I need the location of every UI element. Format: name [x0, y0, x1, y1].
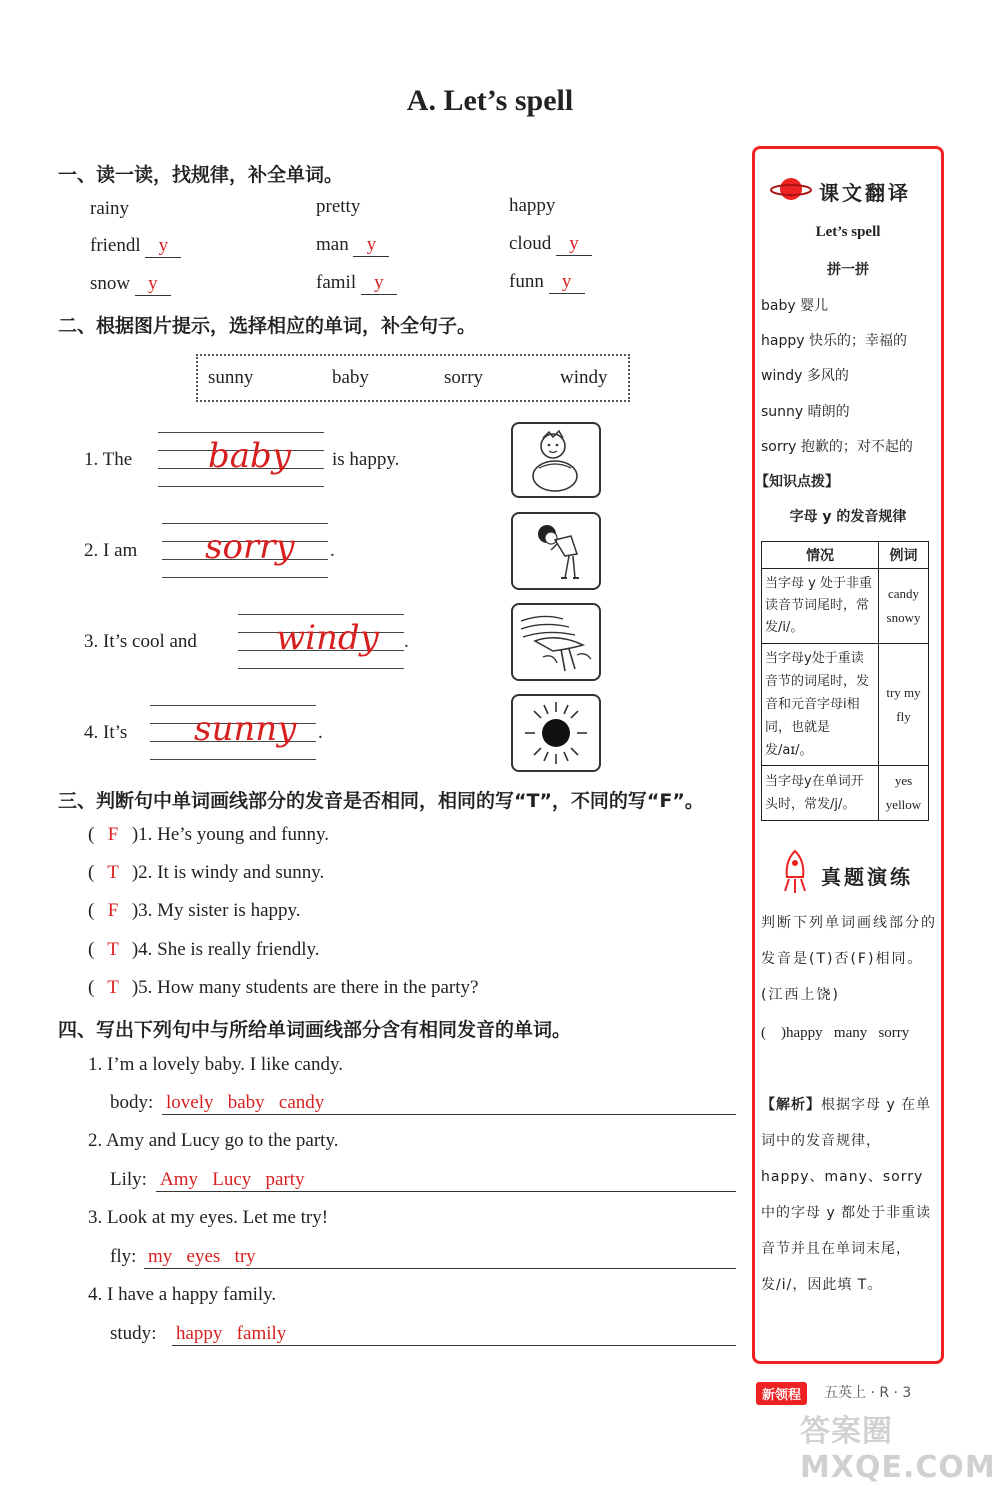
judge-sentence: She is really friendly. — [157, 939, 320, 960]
side-panel — [752, 146, 944, 1364]
translate-title: 课文翻译 — [819, 181, 911, 205]
key-word-text: body — [110, 1092, 148, 1113]
word-stem: famil — [316, 272, 357, 293]
answer-line — [162, 1114, 736, 1115]
judge-answer: T — [107, 939, 119, 960]
table-cell: candy snowy — [879, 569, 929, 644]
word-bank-item: sunny — [208, 367, 254, 388]
sun-picture — [511, 694, 601, 772]
sentence-item: 3. Look at my eyes. Let me try! — [88, 1207, 329, 1228]
table-cell: 当字母y在单词开头时，常发/j/。 — [762, 766, 879, 821]
answer-text: my eyes try — [148, 1246, 256, 1267]
rocket-icon — [775, 849, 815, 897]
table-cell: 当字母y处于重读音节的词尾时，发音和元音字母i相同，也就是发/aɪ/。 — [762, 644, 879, 766]
section4-heading: 四、写出下列句中与所给单词画线部分含有相同发音的单词。 — [58, 1019, 572, 1041]
key-word: Lily: — [110, 1169, 147, 1190]
word-fill-item — [509, 233, 592, 256]
word-fill-item — [509, 271, 585, 294]
key-word: fly: — [110, 1246, 137, 1267]
judge-item: ( T )2. It is windy and sunny. — [88, 862, 325, 883]
key-word-text: fly — [110, 1246, 132, 1267]
section1-heading: 一、读一读，找规律，补全单词。 — [58, 164, 344, 186]
judge-sentence: How many students are there in the party? — [157, 977, 479, 998]
judge-number: )3. — [131, 900, 153, 921]
word-item: happy — [509, 195, 556, 216]
vocab-item: happy 快乐的；幸福的 — [761, 333, 907, 349]
windy-tree-picture — [511, 603, 601, 681]
handwritten-answer: windy — [276, 618, 379, 658]
word-bank-box — [196, 354, 630, 402]
word-fill-item — [90, 273, 171, 296]
handwritten-answer: sorry — [205, 527, 295, 567]
handwritten-answer: sunny — [194, 709, 297, 749]
table-header-row — [762, 542, 929, 569]
lesson-title: Let’s spell — [815, 224, 881, 240]
word-item: pretty — [316, 196, 361, 217]
sun-icon — [513, 696, 599, 770]
judge-answer: F — [107, 824, 119, 845]
judge-answer: T — [107, 862, 119, 883]
word-item: rainy — [90, 198, 130, 219]
baby-icon — [513, 424, 599, 496]
judge-item: ( T )4. She is really friendly. — [88, 939, 320, 960]
key-word: body: — [110, 1092, 154, 1113]
answer-blank: y — [145, 235, 181, 258]
key-word: study: — [110, 1323, 157, 1344]
word-fill-item — [316, 272, 397, 295]
judge-number: )4. — [131, 939, 153, 960]
windy-tree-icon — [513, 605, 599, 679]
sentence-start: 2. I am — [84, 540, 138, 561]
answer-blank: y — [361, 272, 397, 295]
answer-blank: y — [353, 234, 389, 257]
judge-answer: T — [107, 977, 119, 998]
judge-item: ( F )3. My sister is happy. — [88, 900, 301, 921]
judge-sentence: He’s young and funny. — [157, 824, 330, 845]
lesson-title-cn: 拼一拼 — [827, 262, 869, 278]
judge-sentence: My sister is happy. — [157, 900, 301, 921]
practice-title: 真题演练 — [821, 865, 913, 889]
tip-title: 字母 y 的发音规律 — [789, 509, 907, 525]
bowing-boy-icon — [513, 514, 599, 588]
word-bank-item: windy — [560, 367, 608, 388]
analysis-text: 根据字母 y 在单词中的发音规律，happy、many、sorry 中的字母 y 都处于非重读音节并且在单词末尾，发/i/，因此填 T。 — [761, 1097, 932, 1293]
answer-line — [156, 1191, 736, 1192]
judge-number: )2. — [131, 862, 153, 883]
table-cell: yes yellow — [879, 766, 929, 821]
judge-number: )1. — [131, 824, 153, 845]
table-cell: try my fly — [879, 644, 929, 766]
vocab-item: baby 婴儿 — [761, 298, 829, 314]
answer-line — [172, 1345, 736, 1346]
sentence-end: is happy. — [332, 449, 400, 470]
tip-label: 【知识点拨】 — [755, 474, 839, 490]
word-stem: man — [316, 234, 349, 255]
sentence-end: . — [404, 631, 409, 652]
key-word-text: Lily — [110, 1169, 142, 1190]
sentence-start: 3. It’s cool and — [84, 631, 197, 652]
judge-item: ( T )5. How many students are there in the party? — [88, 977, 479, 998]
practice-question: 判断下列单词画线部分的发音是(T)否(F)相同。(江西上饶) — [761, 915, 937, 1003]
brand-badge: 新领程 — [756, 1382, 807, 1405]
answer-text: happy family — [176, 1323, 287, 1344]
vocab-item: sunny 晴朗的 — [761, 404, 850, 420]
vocab-item: windy 多风的 — [761, 368, 849, 384]
answer-blank: y — [135, 273, 171, 296]
practice-item: ( )happy many sorry — [761, 1025, 910, 1041]
judge-item: ( F )1. He’s young and funny. — [88, 824, 330, 845]
planet-icon — [769, 173, 813, 209]
handwritten-answer: baby — [208, 436, 292, 476]
bowing-boy-picture — [511, 512, 601, 590]
word-bank-item: baby — [332, 367, 369, 388]
sentence-end: . — [330, 540, 335, 561]
table-cell: 当字母 y 处于非重读音节词尾时，常发/i/。 — [762, 569, 879, 644]
analysis-label: 【解析】 — [761, 1097, 821, 1113]
sentence-item: 2. Amy and Lucy go to the party. — [88, 1130, 339, 1151]
key-word-text: study — [110, 1323, 152, 1344]
table-row — [762, 569, 929, 644]
sentence-end: . — [318, 722, 323, 743]
baby-picture — [511, 422, 601, 498]
judge-answer: F — [107, 900, 119, 921]
analysis — [761, 1087, 937, 1303]
word-stem: friendl — [90, 235, 141, 256]
sentence-start: 1. The — [84, 449, 133, 470]
word-stem: funn — [509, 271, 544, 292]
table-header: 情况 — [762, 542, 879, 569]
y-pronunciation-table — [761, 541, 929, 821]
page-number: 五英上 · R · 3 — [824, 1385, 912, 1401]
section2-heading: 二、根据图片提示，选择相应的单词，补全句子。 — [58, 315, 477, 337]
sentence-item: 4. I have a happy family. — [88, 1284, 277, 1305]
sentence-item: 1. I’m a lovely baby. I like candy. — [88, 1054, 344, 1075]
answer-blank: y — [556, 233, 592, 256]
watermark: 答案圈 MXQE.COM — [800, 1414, 996, 1485]
table-header: 例词 — [879, 542, 929, 569]
judge-sentence: It is windy and sunny. — [157, 862, 325, 883]
word-stem: cloud — [509, 233, 552, 254]
table-row — [762, 644, 929, 766]
page-title: A. Let’s spell — [406, 84, 574, 117]
table-row — [762, 766, 929, 821]
judge-number: )5. — [131, 977, 153, 998]
section3-heading: 三、判断句中单词画线部分的发音是否相同，相同的写“T”，不同的写“F”。 — [58, 790, 704, 812]
answer-text: Amy Lucy party — [160, 1169, 305, 1190]
word-fill-item — [90, 235, 181, 258]
word-stem: snow — [90, 273, 131, 294]
answer-line — [144, 1268, 736, 1269]
answer-blank: y — [549, 271, 585, 294]
word-bank-item: sorry — [444, 367, 484, 388]
answer-text: lovely baby candy — [166, 1092, 325, 1113]
word-fill-item — [316, 234, 389, 257]
vocab-item: sorry 抱歉的；对不起的 — [761, 439, 913, 455]
sentence-start: 4. It’s — [84, 722, 128, 743]
